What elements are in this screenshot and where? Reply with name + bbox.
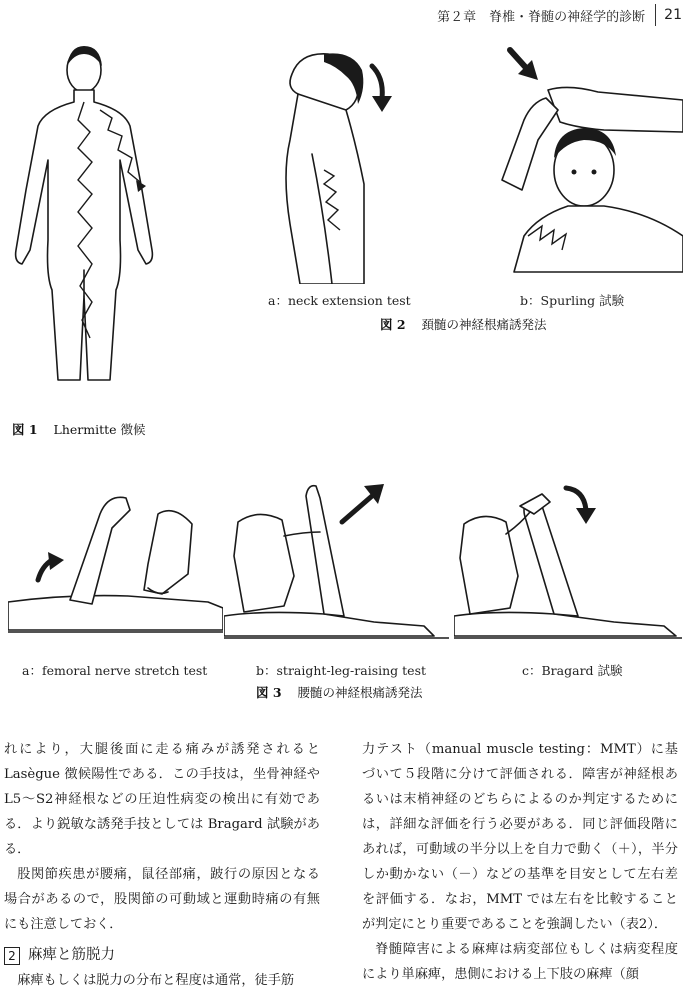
figure-1-caption-number: 図 1 <box>12 422 38 437</box>
section-number: 2 <box>4 947 20 965</box>
left-paragraph-2: 股関節疾患が腰痛，鼠径部痛，跛行の原因となる場合があるので，股関節の可動域と運動時痛の有無にも注意しておく． <box>4 867 320 932</box>
figure-3c-illustration <box>454 476 682 646</box>
figure-3-caption <box>256 683 423 701</box>
figure-3a-examiner <box>144 511 192 594</box>
chapter-title: 第２章 脊椎・脊髄の神経学的診断 <box>437 9 646 25</box>
body-left-column <box>4 737 320 993</box>
body-right-column <box>362 737 678 987</box>
figure-3b-raised-leg <box>306 486 344 616</box>
figure-2b-patient-shoulders <box>514 206 683 272</box>
figure-2a-arrowhead <box>372 96 392 112</box>
figure-1-body <box>16 90 153 380</box>
figure-3a-label: a：femoral nerve stretch test <box>22 663 208 678</box>
figure-3-caption-title: 腰髄の神経根痛誘発法 <box>297 685 423 700</box>
figure-3a-lifted-leg <box>70 497 130 604</box>
figure-3b-illustration <box>224 476 449 646</box>
left-paragraph-1: れにより，大腿後面に走る痛みが誘発されると Lasègue 徴候陽性である．この手技は，坐骨神経や L5〜S2神経根などの圧迫性病変の検出に有効である．より鋭敏な誘発手技としては Bragard 試験がある． <box>4 742 320 857</box>
figure-3b-arrow-shaft <box>342 496 372 522</box>
figure-2b-eye-left <box>572 170 577 175</box>
figure-3c-arrowhead <box>576 508 596 524</box>
figure-2a-illustration <box>272 44 402 284</box>
figure-3b-label: b：straight-leg-raising test <box>256 663 427 678</box>
figure-2a-label: a：neck extension test <box>268 293 411 308</box>
figure-2-caption-title: 頚髄の神経根痛誘発法 <box>421 317 547 332</box>
right-paragraph-2: 脊髄障害による麻痺は病変部位もしくは病変程度により単麻痺，患側における上下肢の麻痺（顔 <box>362 942 678 982</box>
figure-3a-arrowhead <box>48 552 64 570</box>
figure-2b-examiner-arm-left <box>502 98 558 190</box>
figure-1-caption <box>12 420 146 438</box>
figure-2b-eye-right <box>592 170 597 175</box>
section-title: 麻痺と筋脱力 <box>28 947 115 963</box>
page-number: 21 <box>664 7 682 23</box>
figure-3b-patient-body <box>224 612 434 636</box>
section-heading <box>4 943 320 968</box>
right-paragraph-1: 力テスト（manual muscle testing：MMT）に基づいて５段階に分けて評価される．障害が神経根あるいは末梢神経のどちらによるのか判定するためには，詳細な評価を行う必要がある．同じ評価段階にあれば，可動域の半分以上を自力で動く（＋），半分しか動かない（－）などの基準を目安として左右差を評価する．なお，MMT では左右を比較することが判定にとり重要であることを強調したい（表2）． <box>362 742 678 932</box>
figure-2-caption <box>380 315 547 333</box>
running-header <box>437 4 688 26</box>
figure-3b-examiner <box>234 514 294 612</box>
figure-2a-torso <box>286 94 364 284</box>
figure-2a-arrow-shaft <box>372 66 382 98</box>
left-paragraph-3: 麻痺もしくは脱力の分布と程度は通常，徒手筋 <box>17 973 295 988</box>
figure-3a-illustration <box>8 484 223 644</box>
figure-1-illustration <box>8 40 168 385</box>
figure-3c-arrow-shaft <box>566 488 586 510</box>
figure-2b-illustration <box>488 40 683 280</box>
figure-2-caption-number: 図 2 <box>380 317 406 332</box>
figure-3c-raised-leg <box>524 500 578 616</box>
figure-3-caption-number: 図 3 <box>256 685 282 700</box>
figure-2b-examiner-arm-top <box>548 87 683 132</box>
figure-3a-patient-body <box>8 596 223 630</box>
figure-3c-patient-body <box>454 612 676 636</box>
figure-1-caption-title: Lhermitte 徴候 <box>53 422 146 437</box>
figure-3c-label: c：Bragard 試験 <box>522 663 623 678</box>
figure-2b-label: b：Spurling 試験 <box>520 293 625 308</box>
